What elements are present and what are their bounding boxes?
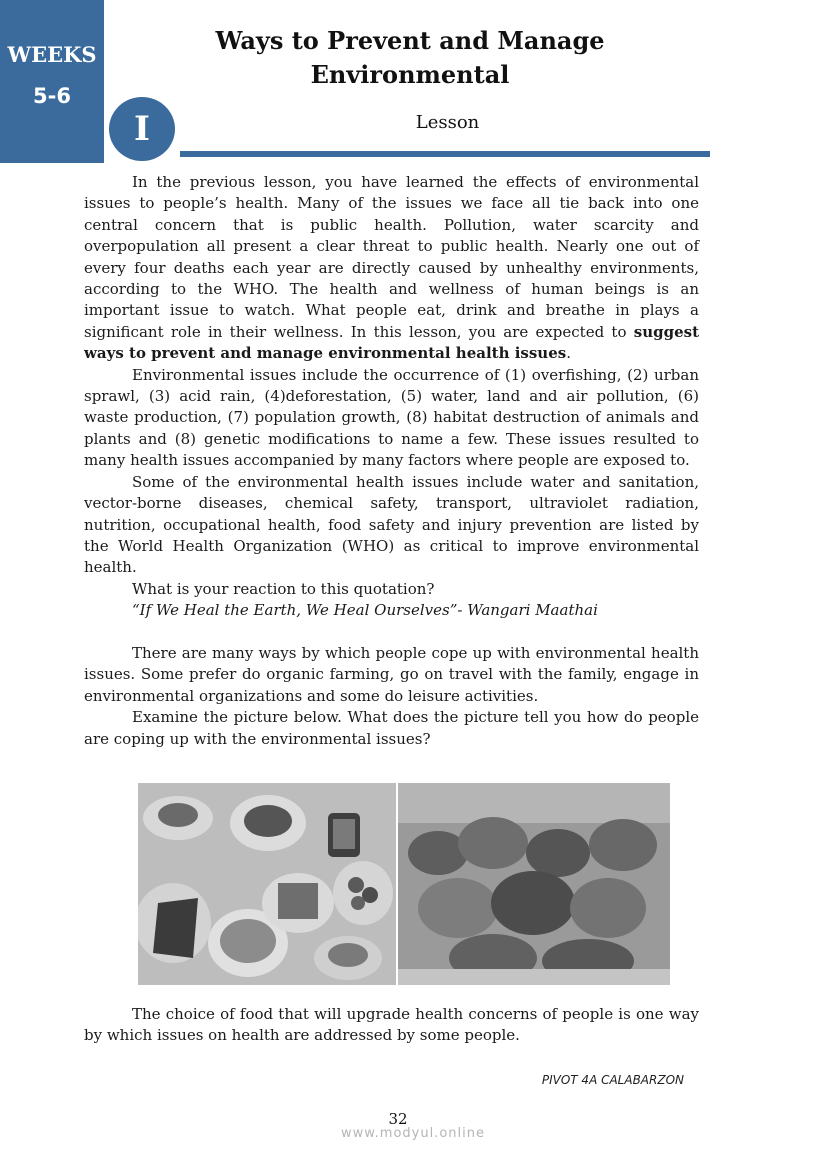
food-photo-illustration <box>138 783 396 985</box>
footer-source: PIVOT 4A CALABARZON <box>541 1073 684 1087</box>
paragraph-intro-emphasis: suggest ways to prevent and manage environmental health issues <box>84 322 699 363</box>
page-title-line2: Environmental <box>310 60 510 89</box>
page-title-line1: Ways to Prevent and Manage <box>215 26 605 55</box>
paragraph-health-issues: Some of the environmental health issues include water and sanitation, vector-borne diseases, chemical safety, transport, ultraviolet radiation, nutrition, occupational health, food safety and injury prevention are listed by the World Health Organization (WHO) as critical to improve environmental health. <box>84 472 699 577</box>
weeks-badge <box>0 0 104 163</box>
section-label: Lesson <box>415 112 480 133</box>
page-number: 32 <box>388 1110 408 1128</box>
paragraph-intro <box>84 172 699 365</box>
header-divider <box>180 151 710 157</box>
weeks-label: WEEKS <box>7 42 97 67</box>
quotation: “If We Heal the Earth, We Heal Ourselves”- Wangari Maathai <box>132 601 598 620</box>
weeks-range: 5-6 <box>33 84 71 108</box>
paragraph-question: What is your reaction to this quotation? <box>132 579 435 598</box>
food-photo <box>138 783 396 985</box>
watermark: www.modyul.online <box>340 1126 486 1141</box>
lesson-body <box>84 172 699 750</box>
paragraph-intro-end: . <box>566 344 571 363</box>
section-letter-badge: I <box>109 97 175 161</box>
paragraph-coping: There are many ways by which people cope up with environmental health issues. Some prefer do organic farming, go on travel with the family, engage in environmental organizations and some do leisure activities. <box>84 643 699 705</box>
paragraph-examine: Examine the picture below. What does the picture tell you how do people are coping up with the environmental issues? <box>84 708 699 748</box>
vegetable-garden-illustration <box>398 783 670 985</box>
page-title <box>190 24 630 92</box>
paragraph-issues: Environmental issues include the occurrence of (1) overfishing, (2) urban sprawl, (3) acid rain, (4)deforestation, (5) water, land and air pollution, (6) waste production, (7) population growth, (8) habitat destruction of animals and plants and (8) genetic modifications to name a few. These issues resulted to many health issues accompanied by many factors where people are exposed to. <box>84 365 699 470</box>
paragraph-intro-text: In the previous lesson, you have learned the effects of environmental issues to people’s health. Many of the issues we face all tie back into one central concern that is public health. Pollution, water scarcity and overpopulation all present a clear threat to public health. Nearly one out of every four deaths each year are directly caused by unhealthy environments, according to the WHO. The health and wellness of human beings is an important issue to watch. What people eat, drink and breathe in plays a significant role in their wellness. In this lesson, you are expected to <box>84 173 699 341</box>
closing-text <box>84 1004 699 1047</box>
paragraph-closing: The choice of food that will upgrade health concerns of people is one way by which issues on health are addressed by some people. <box>84 1005 699 1045</box>
vegetable-garden-photo <box>398 783 670 985</box>
